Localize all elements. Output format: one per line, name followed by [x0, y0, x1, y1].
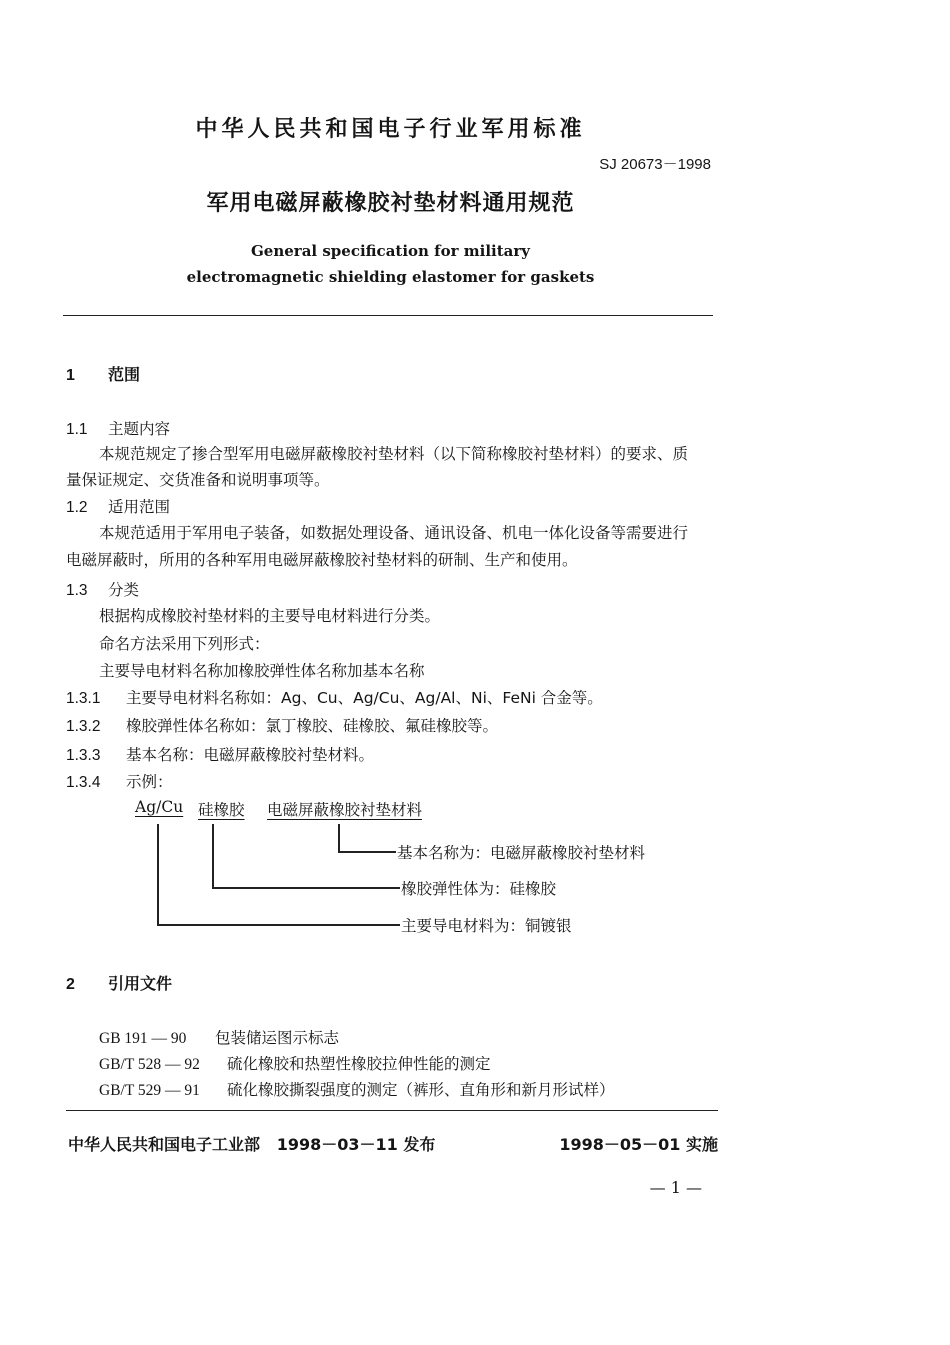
reference-code: GB/T 528 — 92: [99, 1056, 200, 1073]
section-1-3-title: 分类: [108, 581, 140, 599]
standard-code: SJ 20673－1998: [599, 156, 711, 173]
connector-elastomer-vertical: [212, 824, 214, 888]
section-1-3-4-text: 示例：: [126, 773, 173, 791]
footer-divider: [66, 1110, 718, 1111]
footer-issue-line: [68, 1132, 435, 1155]
reference-code: GB 191 — 90: [99, 1030, 187, 1047]
example-label-conductor: 主要导电材料为：铜镀银: [401, 917, 572, 935]
page-number: — 1 —: [649, 1178, 702, 1197]
connector-elastomer-horizontal: [212, 887, 400, 889]
section-1-1-number: 1.1: [66, 421, 88, 438]
section-1-1-title: 主题内容: [108, 420, 171, 438]
section-1-number: 1: [66, 367, 75, 384]
document-title: 军用电磁屏蔽橡胶衬垫材料通用规范: [206, 191, 575, 216]
section-1-1-para-line2: 量保证规定、交货准备和说明事项等。: [66, 471, 330, 489]
section-1-3-3-text: 基本名称：电磁屏蔽橡胶衬垫材料。: [126, 746, 375, 764]
section-1-3-para1: 根据构成橡胶衬垫材料的主要导电材料进行分类。: [99, 607, 441, 625]
english-title-line2: electromagnetic shielding elastomer for gaskets: [186, 268, 595, 286]
section-2-title: 引用文件: [108, 974, 173, 993]
section-1-2-heading: [66, 495, 170, 517]
section-2-heading: [66, 971, 172, 994]
example-label-basic-name: 基本名称为：电磁屏蔽橡胶衬垫材料: [397, 844, 646, 862]
section-1-3-number: 1.3: [66, 582, 88, 599]
connector-basic-horizontal: [338, 851, 396, 853]
reference-item: [99, 1026, 339, 1048]
section-1-heading: [66, 362, 140, 385]
section-1-2-number: 1.2: [66, 499, 88, 516]
section-1-3-1-text: 主要导电材料名称如：Ag、Cu、Ag/Cu、Ag/Al、Ni、FeNi 合金等。: [126, 689, 603, 707]
section-1-2-title: 适用范围: [108, 498, 171, 516]
section-1-3-para2: 命名方法采用下列形式：: [99, 635, 270, 653]
section-1-3-para3: 主要导电材料名称加橡胶弹性体名称加基本名称: [99, 662, 425, 680]
reference-title: 硫化橡胶和热塑性橡胶拉伸性能的测定: [227, 1055, 491, 1073]
example-part-conductor: Ag/Cu: [135, 798, 184, 816]
reference-item: [99, 1078, 615, 1100]
section-1-title: 范围: [108, 365, 141, 384]
section-2-number: 2: [66, 976, 75, 993]
section-1-3-3-number: 1.3.3: [66, 747, 101, 764]
section-1-3-2: [66, 714, 498, 736]
section-1-1-para-line1: 本规范规定了掺合型军用电磁屏蔽橡胶衬垫材料（以下简称橡胶衬垫材料）的要求、质: [99, 445, 689, 463]
section-1-3-2-number: 1.3.2: [66, 718, 101, 735]
section-1-3-heading: [66, 578, 139, 600]
effective-date: 1998－05－01 实施: [559, 1135, 718, 1154]
connector-conductor-vertical: [157, 824, 159, 925]
section-1-2-para-line1: 本规范适用于军用电子装备，如数据处理设备、通讯设备、机电一体化设备等需要进行: [99, 524, 689, 542]
section-1-2-para-line2: 电磁屏蔽时，所用的各种军用电磁屏蔽橡胶衬垫材料的研制、生产和使用。: [66, 551, 578, 569]
example-part-elastomer: 硅橡胶: [198, 801, 245, 819]
standard-org-header: 中华人民共和国电子行业军用标准: [195, 117, 586, 142]
section-1-3-3: [66, 743, 374, 765]
connector-basic-vertical: [338, 824, 340, 852]
issuer: 中华人民共和国电子工业部: [68, 1135, 261, 1154]
section-1-3-2-text: 橡胶弹性体名称如：氯丁橡胶、硅橡胶、氟硅橡胶等。: [126, 717, 499, 735]
reference-item: [99, 1052, 491, 1074]
connector-conductor-horizontal: [157, 924, 400, 926]
reference-title: 硫化橡胶撕裂强度的测定（裤形、直角形和新月形试样）: [227, 1081, 615, 1099]
section-1-1-heading: [66, 417, 170, 439]
example-label-elastomer: 橡胶弹性体为：硅橡胶: [401, 880, 557, 898]
reference-title: 包装储运图示标志: [215, 1029, 340, 1047]
section-1-3-4: [66, 770, 173, 792]
section-1-3-4-number: 1.3.4: [66, 774, 101, 791]
section-1-3-1-number: 1.3.1: [66, 690, 101, 707]
section-1-3-1: [66, 686, 603, 708]
header-divider: [63, 315, 713, 316]
example-part-basic-name: 电磁屏蔽橡胶衬垫材料: [267, 801, 423, 819]
issue-date: 1998－03－11 发布: [276, 1135, 436, 1154]
english-title-line1: General specification for military: [251, 242, 530, 260]
reference-code: GB/T 529 — 91: [99, 1082, 200, 1099]
